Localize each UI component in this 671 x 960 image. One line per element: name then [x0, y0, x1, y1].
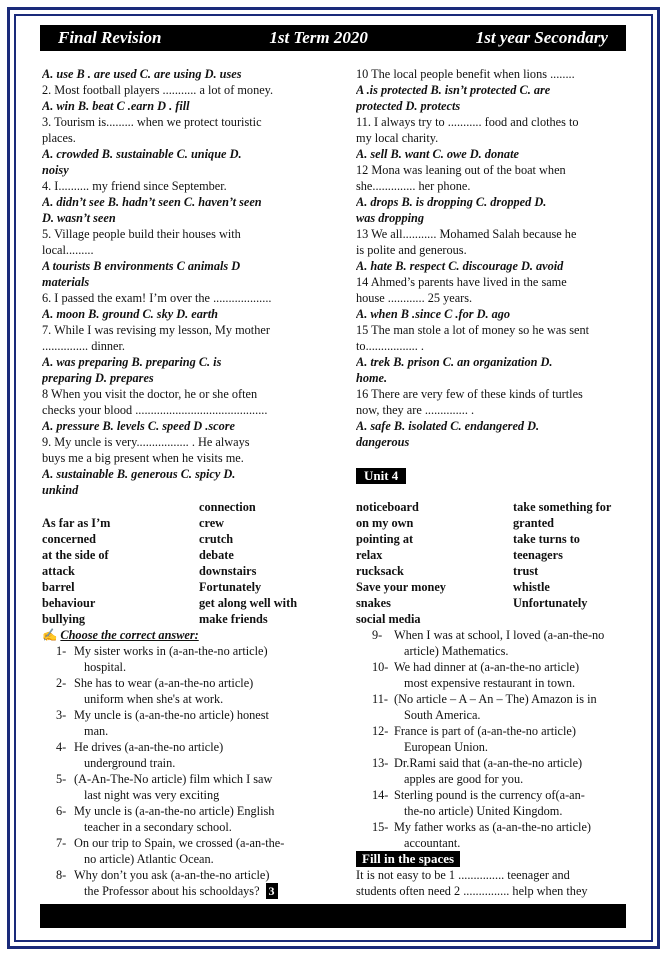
item-line: uniform when she's at work. — [84, 692, 224, 706]
item-number: 11- — [372, 692, 388, 706]
question-text: 12 Mona was leaning out of the boat when — [356, 163, 566, 177]
vocab-word: trust — [513, 564, 539, 578]
answer-options: preparing D. prepares — [42, 371, 154, 385]
item-line: My uncle is (a-an-the-no article) English — [74, 804, 275, 818]
answer-options: A. hate B. respect C. discourage D. avoid — [356, 259, 564, 273]
item-number: 4- — [56, 740, 67, 754]
page-header — [40, 25, 626, 51]
answer-options: A. drops B. is dropping C. dropped D. — [356, 195, 547, 209]
choose-item — [42, 803, 337, 835]
item-line: Sterling pound is the currency of(a-an- — [394, 788, 585, 802]
item-number: 3- — [56, 708, 67, 722]
answer-options: protected D. protects — [356, 99, 461, 113]
vocab-word: snakes — [356, 596, 391, 610]
item-line: Why don’t you ask (a-an-the-no article) — [74, 868, 270, 882]
vocab-list-right-b — [513, 499, 643, 627]
answer-options: D. wasn’t seen — [42, 211, 116, 225]
item-line: most expensive restaurant in town. — [404, 676, 576, 690]
item-line: We had dinner at (a-an-the-no article) — [394, 660, 580, 674]
item-line: Dr.Rami said that (a-an-the-no article) — [394, 756, 583, 770]
vocab-word: make friends — [199, 612, 268, 626]
vocab-word: crew — [199, 516, 225, 530]
choose-item — [42, 771, 337, 803]
item-line: no article) Atlantic Ocean. — [84, 852, 214, 866]
answer-options: home. — [356, 371, 388, 385]
header-grade: 1st year Secondary — [475, 28, 608, 47]
item-line: My sister works in (a-an-the-no article) — [74, 644, 268, 658]
vocab-list-left-a — [42, 499, 192, 627]
item-line: teacher in a secondary school. — [84, 820, 232, 834]
question-text: 3. Tourism is......... when we protect touristic — [42, 115, 262, 129]
header-term: 1st Term 2020 — [269, 28, 368, 47]
question-text: 14 Ahmed’s parents have lived in the same — [356, 275, 567, 289]
question-text: 16 There are very few of these kinds of turtles — [356, 387, 583, 401]
item-line: hospital. — [84, 660, 127, 674]
vocab-word — [513, 611, 643, 627]
question-text: my local charity. — [356, 131, 439, 145]
vocab-word: Unfortunately — [513, 596, 588, 610]
choose-title: Choose the correct answer: — [60, 628, 199, 642]
item-line: the Professor about his schooldays? — [84, 884, 260, 898]
vocab-word: crutch — [199, 532, 234, 546]
question-text: is polite and generous. — [356, 243, 467, 257]
choose-item — [356, 787, 638, 819]
vocab-word: Fortunately — [199, 580, 262, 594]
choose-item — [356, 627, 638, 659]
question-text: ............... dinner. — [42, 339, 125, 353]
item-line: My uncle is (a-an-the-no article) honest — [74, 708, 269, 722]
item-line: On our trip to Spain, we crossed (a-an-the- — [74, 836, 285, 850]
left-questions — [42, 66, 332, 498]
answer-options: A. didn’t see B. hadn’t seen C. haven’t seen — [42, 195, 262, 209]
choose-item — [42, 643, 337, 675]
choose-item — [356, 659, 638, 691]
question-text: she.............. her phone. — [356, 179, 471, 193]
vocab-word: concerned — [42, 532, 96, 546]
pencil-icon: ✍ — [42, 628, 58, 642]
choose-item — [356, 723, 638, 755]
item-line: He drives (a-an-the-no article) — [74, 740, 224, 754]
answer-options: A. trek B. prison C. an organization D. — [356, 355, 553, 369]
question-text: 8 When you visit the doctor, he or she often — [42, 387, 258, 401]
item-line: accountant. — [404, 836, 461, 850]
vocab-word: take turns to — [513, 532, 580, 546]
vocab-word: attack — [42, 564, 75, 578]
vocab-word: relax — [356, 548, 383, 562]
item-line: (No article – A – An – The) Amazon is in — [394, 692, 597, 706]
question-text: 13 We all........... Mohamed Salah because he — [356, 227, 577, 241]
question-text: local......... — [42, 243, 94, 257]
answer-options: A .is protected B. isn’t protected C. are — [356, 83, 551, 97]
item-number: 1- — [56, 644, 67, 658]
question-text: buys me a big present when he visits me. — [42, 451, 244, 465]
vocab-word: social media — [356, 612, 421, 626]
answer-options: A. pressure B. levels C. speed D .score — [42, 419, 235, 433]
question-text: 10 The local people benefit when lions ........ — [356, 67, 575, 81]
item-line: article) Mathematics. — [404, 644, 509, 658]
vocab-list-left-b — [199, 499, 339, 627]
question-text: 11. I always try to ........... food and clothes to — [356, 115, 579, 129]
item-number: 6- — [56, 804, 67, 818]
item-number: 14- — [372, 788, 389, 802]
vocab-word: take something for — [513, 500, 612, 514]
item-number: 9- — [372, 628, 383, 642]
question-text: checks your blood ........................................... — [42, 403, 268, 417]
question-text: 2. Most football players ........... a lot of money. — [42, 83, 274, 97]
answer-options: was dropping — [356, 211, 424, 225]
vocab-word: As far as I’m — [42, 516, 111, 530]
answer-options: A. was preparing B. preparing C. is — [42, 355, 222, 369]
right-questions — [356, 66, 632, 490]
vocab-word: at the side of — [42, 548, 109, 562]
vocab-word: on my own — [356, 516, 414, 530]
answer-options: A. safe B. isolated C. endangered D. — [356, 419, 540, 433]
question-text: 5. Village people build their houses with — [42, 227, 241, 241]
item-number: 5- — [56, 772, 67, 786]
answer-options: A. win B. beat C .earn D . fill — [42, 99, 190, 113]
question-text: to................. . — [356, 339, 424, 353]
item-line: apples are good for you. — [404, 772, 524, 786]
answer-options: unkind — [42, 483, 79, 497]
question-text: 9. My uncle is very................. . He always — [42, 435, 250, 449]
item-number: 8- — [56, 868, 67, 882]
item-line: When I was at school, I loved (a-an-the-no — [394, 628, 605, 642]
fill-text: students often need 2 ............... help when they — [356, 884, 588, 898]
vocab-word: behaviour — [42, 596, 96, 610]
vocab-word: bullying — [42, 612, 86, 626]
vocab-word: get along well with — [199, 596, 298, 610]
vocab-word: teenagers — [513, 548, 563, 562]
item-line: France is part of (a-an-the-no article) — [394, 724, 576, 738]
vocab-word: debate — [199, 548, 234, 562]
question-text: now, they are .............. . — [356, 403, 475, 417]
answer-options: A tourists B environments C animals D — [42, 259, 241, 273]
answer-options: A. moon B. ground C. sky D. earth — [42, 307, 218, 321]
answer-options: A. sustainable B. generous C. spicy D. — [42, 467, 236, 481]
item-line: (A-An-The-No article) film which I saw — [74, 772, 273, 786]
item-line: man. — [84, 724, 109, 738]
choose-item — [42, 739, 337, 771]
answer-options: noisy — [42, 163, 69, 177]
answer-options: materials — [42, 275, 90, 289]
item-line: She has to wear (a-an-the-no article) — [74, 676, 254, 690]
item-number: 2- — [56, 676, 67, 690]
answer-options: A. crowded B. sustainable C. unique D. — [42, 147, 242, 161]
vocab-word: connection — [199, 500, 256, 514]
choose-item — [42, 867, 337, 899]
vocab-word: granted — [513, 516, 554, 530]
vocab-word — [42, 499, 192, 515]
item-number: 7- — [56, 836, 67, 850]
vocab-word: barrel — [42, 580, 75, 594]
vocab-list-right-a — [356, 499, 506, 627]
vocab-word: Save your money — [356, 580, 446, 594]
choose-item — [42, 675, 337, 707]
choose-section-left — [42, 627, 337, 899]
item-number: 12- — [372, 724, 389, 738]
page-footer — [40, 904, 626, 928]
vocab-word: pointing at — [356, 532, 414, 546]
vocab-word: downstairs — [199, 564, 257, 578]
item-number: 10- — [372, 660, 389, 674]
item-number: 15- — [372, 820, 389, 834]
question-text: 6. I passed the exam! I’m over the ................... — [42, 291, 272, 305]
choose-section-right — [356, 627, 638, 899]
item-number: 13- — [372, 756, 389, 770]
answer-options: A. sell B. want C. owe D. donate — [356, 147, 519, 161]
answer-options: dangerous — [356, 435, 410, 449]
item-line: European Union. — [404, 740, 489, 754]
question-text: places. — [42, 131, 76, 145]
question-text: house ............ 25 years. — [356, 291, 473, 305]
fill-title: Fill in the spaces — [356, 851, 460, 867]
item-line: underground train. — [84, 756, 176, 770]
question-text: 7. While I was revising my lesson, My mother — [42, 323, 270, 337]
header-title: Final Revision — [58, 28, 162, 47]
question-text: 15 The man stole a lot of money so he was sent — [356, 323, 590, 337]
answer-options: A. when B .since C .for D. ago — [356, 307, 511, 321]
page-number: 3 — [266, 883, 278, 899]
item-line: last night was very exciting — [84, 788, 220, 802]
vocab-word: noticeboard — [356, 500, 419, 514]
unit4-label: Unit 4 — [356, 468, 406, 484]
item-line: My father works as (a-an-the-no article) — [394, 820, 592, 834]
item-line: the-no article) United Kingdom. — [404, 804, 563, 818]
choose-item — [356, 819, 638, 851]
choose-item — [42, 707, 337, 739]
choose-item — [356, 691, 638, 723]
fill-text: It is not easy to be 1 ............... teenager and — [356, 868, 570, 882]
answer-options: A. use B . are used C. are using D. uses — [42, 67, 242, 81]
vocab-word: rucksack — [356, 564, 404, 578]
item-line: South America. — [404, 708, 481, 722]
vocab-word: whistle — [513, 580, 550, 594]
choose-item — [42, 835, 337, 867]
choose-item — [356, 755, 638, 787]
question-text: 4. I.......... my friend since September. — [42, 179, 227, 193]
